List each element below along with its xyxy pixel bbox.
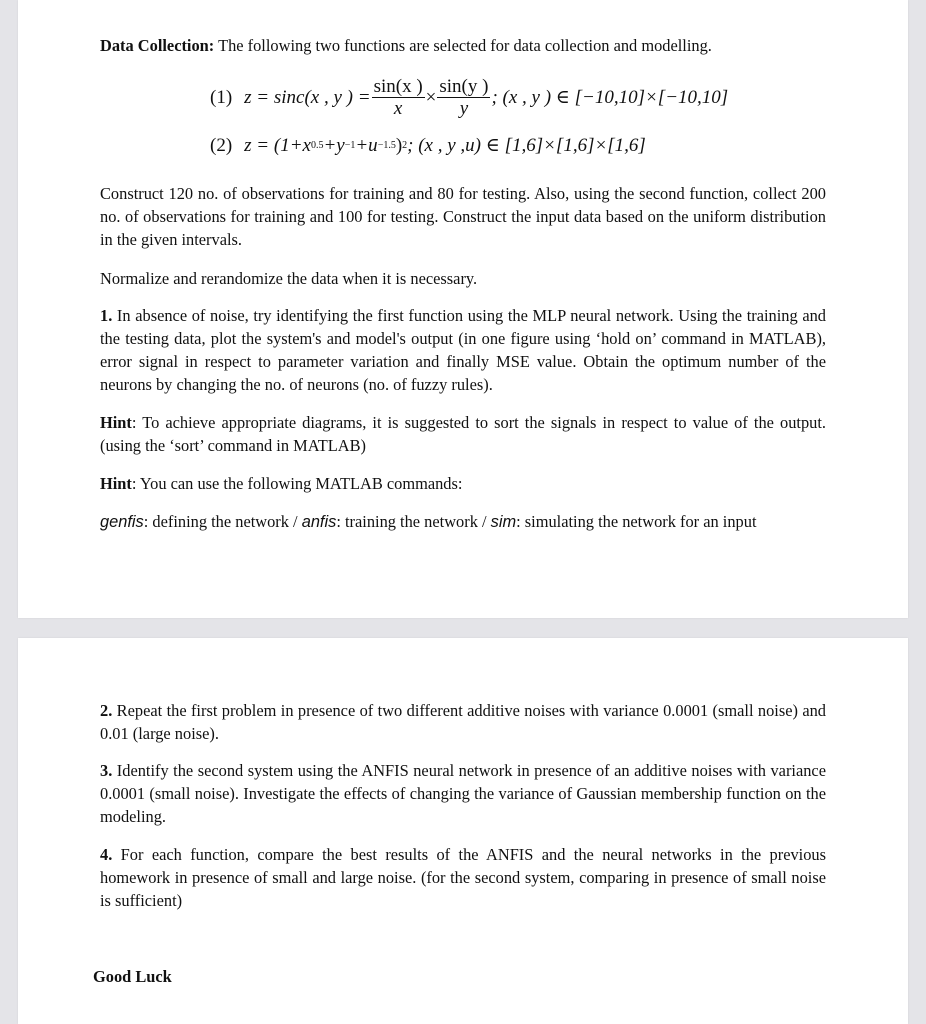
intro-paragraph — [100, 34, 826, 57]
equation-2: (2) z = (1+x 0.5 +y −1 +u −1.5 ) 2 ; (x , y ,u) ∈ [1,6]×[1,6]×[1,6] — [210, 134, 646, 156]
matlab-commands-line: genfis: defining the network / anfis: training the network / sim: simulating the network for an input — [100, 512, 757, 531]
question-1: 1. In absence of noise, try identifying the first function using the MLP neural network. Using the training and the testing data, plot the system's and model's output (in one figure using ‘hold on’ command in MATLAB), error signal in respect to parameter variation and finally MSE value. Obtain the optimum number of the neurons by changing the no. of neurons (no. of fuzzy rules). — [100, 306, 826, 394]
eq2-number: (2) — [210, 134, 233, 156]
document-page-2 — [18, 638, 908, 1024]
question-4: 4. For each function, compare the best results of the ANFIS and the neural networks in the previous homework in presence of small and large noise. (for the second system, comparing in presence of small noise is sufficient) — [100, 845, 826, 910]
eq1-domain: ; (x , y ) ∈ [−10,10]×[−10,10] — [491, 87, 729, 108]
intro-label: Data Collection: — [100, 36, 215, 55]
normalize-paragraph: Normalize and rerandomize the data when it is necessary. — [100, 269, 478, 288]
question-2: 2. Repeat the first problem in presence of two different additive noises with variance 0.0001 (small noise) and 0.01 (large noise). — [100, 701, 826, 743]
cmd-genfis: genfis — [100, 513, 144, 531]
hint-2: Hint: You can use the following MATLAB commands: — [100, 474, 463, 493]
eq2-domain: ; (x , y ,u) ∈ [1,6]×[1,6]×[1,6] — [407, 135, 646, 156]
eq1-lhs: z = sinc(x , y ) = — [244, 86, 371, 108]
hint-1: Hint: To achieve appropriate diagrams, it is suggested to sort the signals in respect to value of the output. (using the ‘sort’ command in MATLAB) — [100, 413, 826, 455]
eq1-fraction-1: $\frac{\sin(x )}{x}$ — [373, 76, 423, 119]
cmd-sim: sim — [490, 513, 517, 531]
construct-paragraph: Construct 120 no. of observations for training and 80 for testing. Also, using the second function, collect 200 no. of observations for training and 100 for testing. Construct the input data based on the uniform distribution in the given intervals. — [100, 184, 826, 249]
question-3: 3. Identify the second system using the ANFIS neural network in presence of an additive noises with variance 0.0001 (small noise). Investigate the effects of changing the variance of Gaussian membership function on the modeling. — [100, 761, 826, 826]
eq1-number: (1) — [210, 86, 233, 108]
eq2-expr: z = (1+x — [244, 134, 311, 156]
cmd-anfis: anfis — [301, 513, 337, 531]
eq1-fraction-2: $\frac{\sin(y )}{y}$ — [439, 76, 489, 119]
equation-1 — [210, 76, 728, 119]
intro-text: The following two functions are selected for data collection and modelling. — [214, 36, 712, 55]
document-page-1 — [18, 0, 908, 618]
eq1-times: × — [425, 86, 437, 108]
closing-good-luck: Good Luck — [93, 967, 172, 986]
